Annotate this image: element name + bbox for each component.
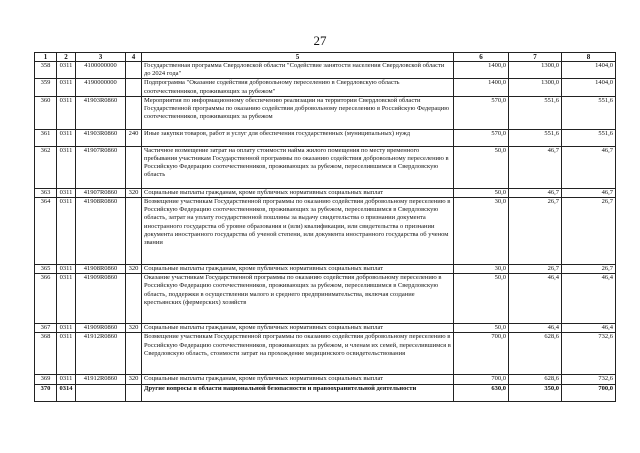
amount-col-6: 630,0 [454, 384, 509, 401]
amount-col-8: 26,7 [562, 265, 616, 274]
expense-type-code [126, 79, 142, 96]
table-row [35, 62, 616, 79]
section-code: 0311 [57, 375, 76, 384]
item-name: Оказание участникам Государственной программы по оказанию содействия добровольному переселению в Российскую Федерацию соотечественников, проживающих за рубежом, переселившимся в Свердловскую область, поддержки в осуществлении малого и среднего предпринимательства, включая создание крестьянских (фермерских) хозяйств [142, 274, 454, 324]
amount-col-8: 1404,0 [562, 62, 616, 79]
amount-col-7: 551,6 [509, 129, 562, 146]
section-code: 0311 [57, 96, 76, 129]
item-name: Государственная программа Свердловской области "Содействие занятости населения Свердловской области до 2024 года" [142, 62, 454, 79]
target-article-code: 41903R0860 [76, 129, 126, 146]
item-name: Возмещение участникам Государственной программы по оказанию содействия добровольному переселению в Российскую Федерацию соотечественников, проживающих за рубежом, и членам их семей, переселившимся в Свердловскую область, стоимости затрат на прохождение медицинского освидетельствования [142, 333, 454, 375]
target-article-code: 4100000000 [76, 62, 126, 79]
row-number: 370 [35, 384, 57, 401]
amount-col-7: 26,7 [509, 265, 562, 274]
section-code: 0311 [57, 274, 76, 324]
amount-col-7: 1300,0 [509, 79, 562, 96]
amount-col-8: 46,4 [562, 324, 616, 333]
page-number: 27 [313, 33, 327, 48]
expense-type-code: 320 [126, 375, 142, 384]
expense-type-code [126, 146, 142, 188]
amount-col-6: 50,0 [454, 274, 509, 324]
table-body [35, 62, 616, 402]
section-code: 0311 [57, 79, 76, 96]
expense-type-code: 320 [126, 188, 142, 197]
amount-col-6: 30,0 [454, 198, 509, 265]
amount-col-8: 46,7 [562, 146, 616, 188]
table-row [35, 198, 616, 265]
target-article-code [76, 384, 126, 401]
item-name: Другие вопросы в области национальной безопасности и правоохранительной деятельности [142, 384, 454, 401]
expense-type-code: 320 [126, 324, 142, 333]
item-name: Социальные выплаты гражданам, кроме публичных нормативных социальных выплат [142, 375, 454, 384]
amount-col-7: 46,7 [509, 146, 562, 188]
section-code: 0311 [57, 146, 76, 188]
row-number: 365 [35, 265, 57, 274]
target-article-code: 4190000000 [76, 79, 126, 96]
amount-col-6: 1400,0 [454, 79, 509, 96]
amount-col-7: 26,7 [509, 198, 562, 265]
table-row [35, 265, 616, 274]
row-number: 369 [35, 375, 57, 384]
expense-type-code [126, 384, 142, 401]
amount-col-6: 50,0 [454, 188, 509, 197]
table-row [35, 146, 616, 188]
target-article-code: 41907R0860 [76, 146, 126, 188]
table-header-row [35, 53, 616, 62]
target-article-code: 41909R0860 [76, 274, 126, 324]
target-article-code: 41907R0860 [76, 188, 126, 197]
amount-col-7: 46,7 [509, 188, 562, 197]
amount-col-7: 628,6 [509, 375, 562, 384]
amount-col-8: 26,7 [562, 198, 616, 265]
row-number: 362 [35, 146, 57, 188]
item-name: Подпрограмма "Оказание содействия добровольному переселению в Свердловскую область соотечественников, проживающих за рубежом" [142, 79, 454, 96]
expense-type-code [126, 274, 142, 324]
item-name: Иные закупки товаров, работ и услуг для обеспечения государственных (муниципальных) нужд [142, 129, 454, 146]
amount-col-7: 350,0 [509, 384, 562, 401]
section-code: 0311 [57, 265, 76, 274]
target-article-code: 41908R0860 [76, 265, 126, 274]
header-col-6: 6 [454, 53, 509, 62]
header-col-3: 3 [76, 53, 126, 62]
section-code: 0311 [57, 198, 76, 265]
target-article-code: 41912R0860 [76, 375, 126, 384]
row-number: 364 [35, 198, 57, 265]
target-article-code: 41909R0860 [76, 324, 126, 333]
amount-col-8: 46,7 [562, 188, 616, 197]
target-article-code: 41903R0860 [76, 96, 126, 129]
target-article-code: 41912R0860 [76, 333, 126, 375]
table-row [35, 384, 616, 401]
table-row [35, 96, 616, 129]
expense-type-code [126, 62, 142, 79]
item-name: Частичное возмещение затрат на оплату стоимости найма жилого помещения по месту временного пребывания участникам Государственной программы по оказанию содействия добровольному переселению в Российскую Федерацию соотечественников, проживающих за рубежом, переселившимся в Свердловскую область [142, 146, 454, 188]
row-number: 363 [35, 188, 57, 197]
row-number: 358 [35, 62, 57, 79]
expense-type-code [126, 333, 142, 375]
expense-type-code: 240 [126, 129, 142, 146]
item-name: Социальные выплаты гражданам, кроме публичных нормативных социальных выплат [142, 188, 454, 197]
section-code: 0311 [57, 333, 76, 375]
amount-col-8: 700,0 [562, 384, 616, 401]
amount-col-7: 1300,0 [509, 62, 562, 79]
amount-col-7: 628,6 [509, 333, 562, 375]
budget-table [34, 52, 616, 402]
item-name: Возмещение участникам Государственной программы по оказанию содействия добровольному переселению в Российскую Федерацию соотечественников, проживающих за рубежом, переселившимся в Свердловскую область, затрат на уплату государственной пошлины за выдачу свидетельства о признании документа иностранного государства об уровне образования и (или) квалификации, или свидетельства о признании документа иностранного государства об ученой степени, или документа иностранного государства об ученом звании [142, 198, 454, 265]
section-code: 0311 [57, 129, 76, 146]
section-code: 0314 [57, 384, 76, 401]
header-col-5: 5 [142, 53, 454, 62]
section-code: 0311 [57, 62, 76, 79]
amount-col-7: 551,6 [509, 96, 562, 129]
amount-col-7: 46,4 [509, 274, 562, 324]
expense-type-code [126, 198, 142, 265]
amount-col-8: 46,4 [562, 274, 616, 324]
item-name: Мероприятия по информационному обеспечению реализации на территории Свердловской области Государственной программы по оказанию содействия добровольному переселению в Российскую Федерацию соотечественников, проживающих за рубежом [142, 96, 454, 129]
amount-col-8: 551,6 [562, 129, 616, 146]
table-row [35, 79, 616, 96]
amount-col-8: 732,6 [562, 333, 616, 375]
amount-col-7: 46,4 [509, 324, 562, 333]
header-col-2: 2 [57, 53, 76, 62]
amount-col-6: 700,0 [454, 375, 509, 384]
amount-col-6: 570,0 [454, 129, 509, 146]
item-name: Социальные выплаты гражданам, кроме публичных нормативных социальных выплат [142, 324, 454, 333]
amount-col-8: 732,6 [562, 375, 616, 384]
row-number: 368 [35, 333, 57, 375]
amount-col-8: 1404,0 [562, 79, 616, 96]
header-col-7: 7 [509, 53, 562, 62]
table-row [35, 324, 616, 333]
header-col-1: 1 [35, 53, 57, 62]
header-col-4: 4 [126, 53, 142, 62]
table-row [35, 375, 616, 384]
amount-col-8: 551,6 [562, 96, 616, 129]
expense-type-code [126, 96, 142, 129]
target-article-code: 41908R0860 [76, 198, 126, 265]
amount-col-6: 1400,0 [454, 62, 509, 79]
table-row [35, 274, 616, 324]
row-number: 367 [35, 324, 57, 333]
table-row [35, 188, 616, 197]
row-number: 360 [35, 96, 57, 129]
section-code: 0311 [57, 324, 76, 333]
item-name: Социальные выплаты гражданам, кроме публичных нормативных социальных выплат [142, 265, 454, 274]
row-number: 366 [35, 274, 57, 324]
amount-col-6: 50,0 [454, 324, 509, 333]
amount-col-6: 700,0 [454, 333, 509, 375]
expense-type-code: 320 [126, 265, 142, 274]
row-number: 359 [35, 79, 57, 96]
table-row [35, 333, 616, 375]
header-col-8: 8 [562, 53, 616, 62]
row-number: 361 [35, 129, 57, 146]
amount-col-6: 50,0 [454, 146, 509, 188]
section-code: 0311 [57, 188, 76, 197]
table-row [35, 129, 616, 146]
amount-col-6: 30,0 [454, 265, 509, 274]
amount-col-6: 570,0 [454, 96, 509, 129]
